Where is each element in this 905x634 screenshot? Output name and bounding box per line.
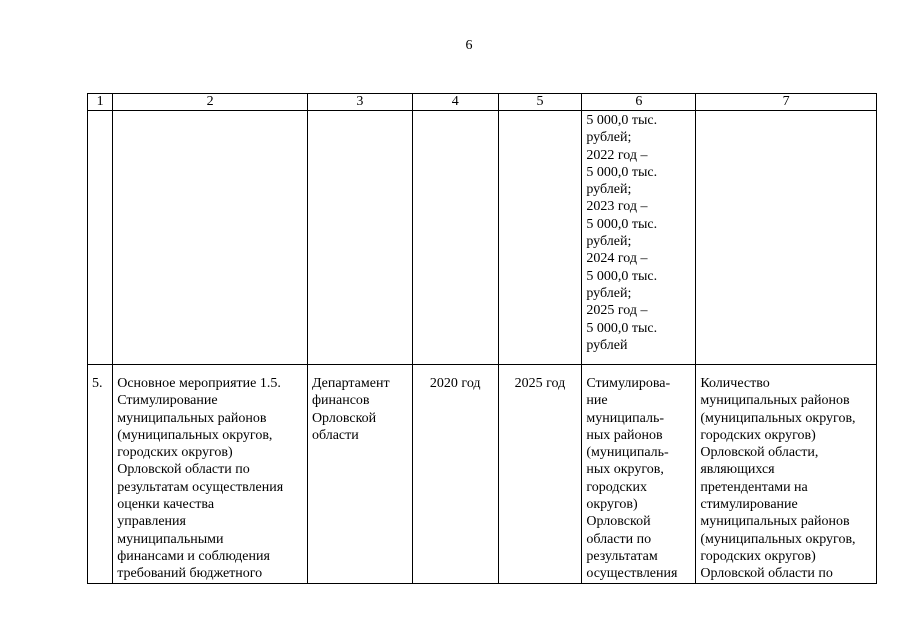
cell-line: муниципальных районов xyxy=(700,514,850,530)
program-table xyxy=(87,93,877,584)
cell-line: управления xyxy=(117,514,186,530)
cell-line: оценки качества xyxy=(117,497,215,513)
cell-line: являющихся xyxy=(700,462,775,478)
header-col-4: 4 xyxy=(412,94,498,111)
cell-line: (муниципальных округов, xyxy=(700,410,856,426)
cell-indicator xyxy=(696,365,877,584)
cell-line: области по xyxy=(586,531,652,547)
cell-line: муниципальными xyxy=(117,531,224,547)
cell-line: области xyxy=(311,427,359,443)
cell-line: рублей; xyxy=(586,130,632,146)
cell-line: ных районов xyxy=(586,427,663,443)
cell-line: требований бюджетного xyxy=(117,566,263,582)
cell-line: осуществления xyxy=(586,566,678,582)
cell-line: 5 000,0 тыс. xyxy=(586,164,658,180)
cell-line: (муниципаль- xyxy=(586,445,669,461)
cell-line: финансов xyxy=(311,393,370,409)
cell-line: муниципальных районов xyxy=(700,393,850,409)
cell-line: 2022 год – xyxy=(586,147,648,163)
header-col-3: 3 xyxy=(307,94,412,111)
cell-empty xyxy=(88,111,113,365)
cell-line: 2025 год – xyxy=(586,303,648,319)
cell-line: муниципаль- xyxy=(586,410,665,426)
cell-line: 5 000,0 тыс. xyxy=(586,216,658,232)
cell-empty xyxy=(696,111,877,365)
cell-line: финансами и соблюдения xyxy=(117,548,270,564)
cell-empty xyxy=(113,111,308,365)
cell-line: результатам осуществления xyxy=(117,479,284,495)
cell-line: результатам xyxy=(586,548,658,564)
cell-line: городских округов) xyxy=(700,548,816,564)
cell-row-number: 5. xyxy=(88,365,113,584)
cell-line: 2023 год – xyxy=(586,199,648,215)
cell-line: рублей xyxy=(586,337,628,353)
header-col-5: 5 xyxy=(498,94,582,111)
cell-expected-result xyxy=(582,365,696,584)
table-row-5 xyxy=(88,365,877,584)
header-col-7: 7 xyxy=(696,94,877,111)
cell-line: городских округов) xyxy=(700,427,816,443)
cell-line: рублей; xyxy=(586,285,632,301)
cell-line: Орловской области по xyxy=(700,566,833,582)
cell-activity-name xyxy=(113,365,308,584)
cell-line: претендентами на xyxy=(700,479,808,495)
header-col-1: 1 xyxy=(88,94,113,111)
cell-empty xyxy=(307,111,412,365)
cell-line: Основное мероприятие 1.5. xyxy=(117,376,281,391)
cell-line: Орловской xyxy=(586,514,651,530)
page-number: 6 xyxy=(465,38,473,53)
cell-line: Департамент xyxy=(311,376,390,391)
cell-line: 5 000,0 тыс. xyxy=(586,113,658,128)
cell-line: стимулирование xyxy=(700,497,798,513)
cell-line: Количество xyxy=(700,376,770,391)
cell-empty xyxy=(498,111,582,365)
cell-line: Орловской области по xyxy=(117,462,250,478)
cell-line: городских xyxy=(586,479,647,495)
cell-line: ние xyxy=(586,393,608,409)
cell-line: городских округов) xyxy=(117,445,233,461)
cell-line: рублей; xyxy=(586,234,632,250)
table-header-row xyxy=(88,94,877,111)
cell-line: (муниципальных округов, xyxy=(117,427,273,443)
cell-line: Орловской xyxy=(311,410,377,426)
header-col-2: 2 xyxy=(113,94,308,111)
cell-line: муниципальных районов xyxy=(117,410,267,426)
cell-line: (муниципальных округов, xyxy=(700,531,856,547)
table-row-continued xyxy=(88,111,877,365)
cell-line: округов) xyxy=(586,497,638,513)
cell-line: Орловской области, xyxy=(700,445,819,461)
cell-line: 5 000,0 тыс. xyxy=(586,268,658,284)
cell-funding-amounts xyxy=(582,111,696,365)
cell-line: Стимулирова- xyxy=(586,376,671,391)
cell-end-year: 2025 год xyxy=(498,365,582,584)
cell-line: ных округов, xyxy=(586,462,664,478)
cell-responsible xyxy=(307,365,412,584)
cell-line: 2024 год – xyxy=(586,251,648,267)
cell-line: 5 000,0 тыс. xyxy=(586,320,658,336)
cell-line: рублей; xyxy=(586,182,632,198)
cell-empty xyxy=(412,111,498,365)
header-col-6: 6 xyxy=(582,94,696,111)
cell-start-year: 2020 год xyxy=(412,365,498,584)
cell-line: Стимулирование xyxy=(117,393,218,409)
